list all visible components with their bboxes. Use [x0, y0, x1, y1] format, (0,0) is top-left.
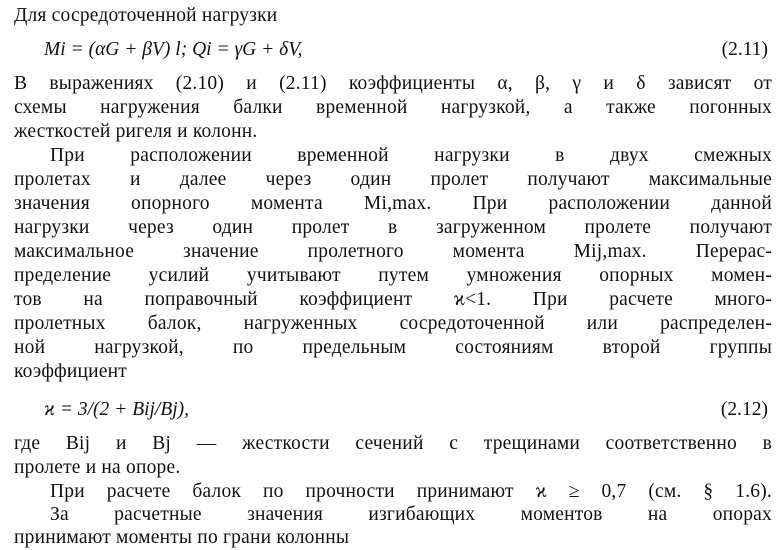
text-line-3: схемы нагружения балки временной нагрузкой, а также погонных [14, 97, 772, 118]
text-line-8: нагрузки через один пролет в загруженном пролете получают [14, 217, 772, 238]
text-line-6: пролетах и далее через один пролет получают максимальные [14, 169, 772, 190]
equation-number-2-12: (2.12) [720, 399, 768, 420]
text-line-9: максимальное значение пролетного момента Mij,max. Перерас- [14, 241, 772, 262]
text-line-10: пределение усилий учитывают путем умножения опорных момен- [14, 265, 772, 286]
text-line-14: коэффициент [14, 361, 128, 382]
text-line-19: принимают моменты по грани колонны [14, 527, 350, 548]
text-line-4: жесткостей ригеля и колонн. [14, 121, 258, 142]
text-line-13: ной нагрузкой, по предельным состояниям второй группы [14, 337, 772, 358]
text-line-18: За расчетные значения изгибающих моментов на опорах [50, 504, 772, 525]
text-line-7: значения опорного момента Mi,max. При расположении данной [14, 193, 772, 214]
equation-2-12: ϰ = 3/(2 + Bij/Bj), [44, 399, 190, 420]
text-line-2: В выражениях (2.10) и (2.11) коэффициенты α, β, γ и δ зависят от [14, 73, 772, 94]
text-line-5: При расположении временной нагрузки в двух смежных [50, 145, 772, 166]
text-line-12: пролетных балок, нагруженных сосредоточенной или распределен- [14, 313, 772, 334]
text-line-11: тов на поправочный коэффициент ϰ<1. При расчете много- [14, 289, 772, 310]
text-line-1: Для сосредоточенной нагрузки [14, 5, 278, 26]
text-line-15: где Bij и Bj — жесткости сечений с трещинами соответственно в [14, 433, 772, 454]
equation-number-2-11: (2.11) [721, 39, 768, 60]
text-line-17: При расчете балок по прочности принимают ϰ ≥ 0,7 (см. § 1.6). [50, 481, 772, 502]
equation-2-11: Mi = (αG + βV) l; Qi = γG + δV, [44, 39, 303, 60]
text-line-16: пролете и на опоре. [14, 457, 181, 478]
